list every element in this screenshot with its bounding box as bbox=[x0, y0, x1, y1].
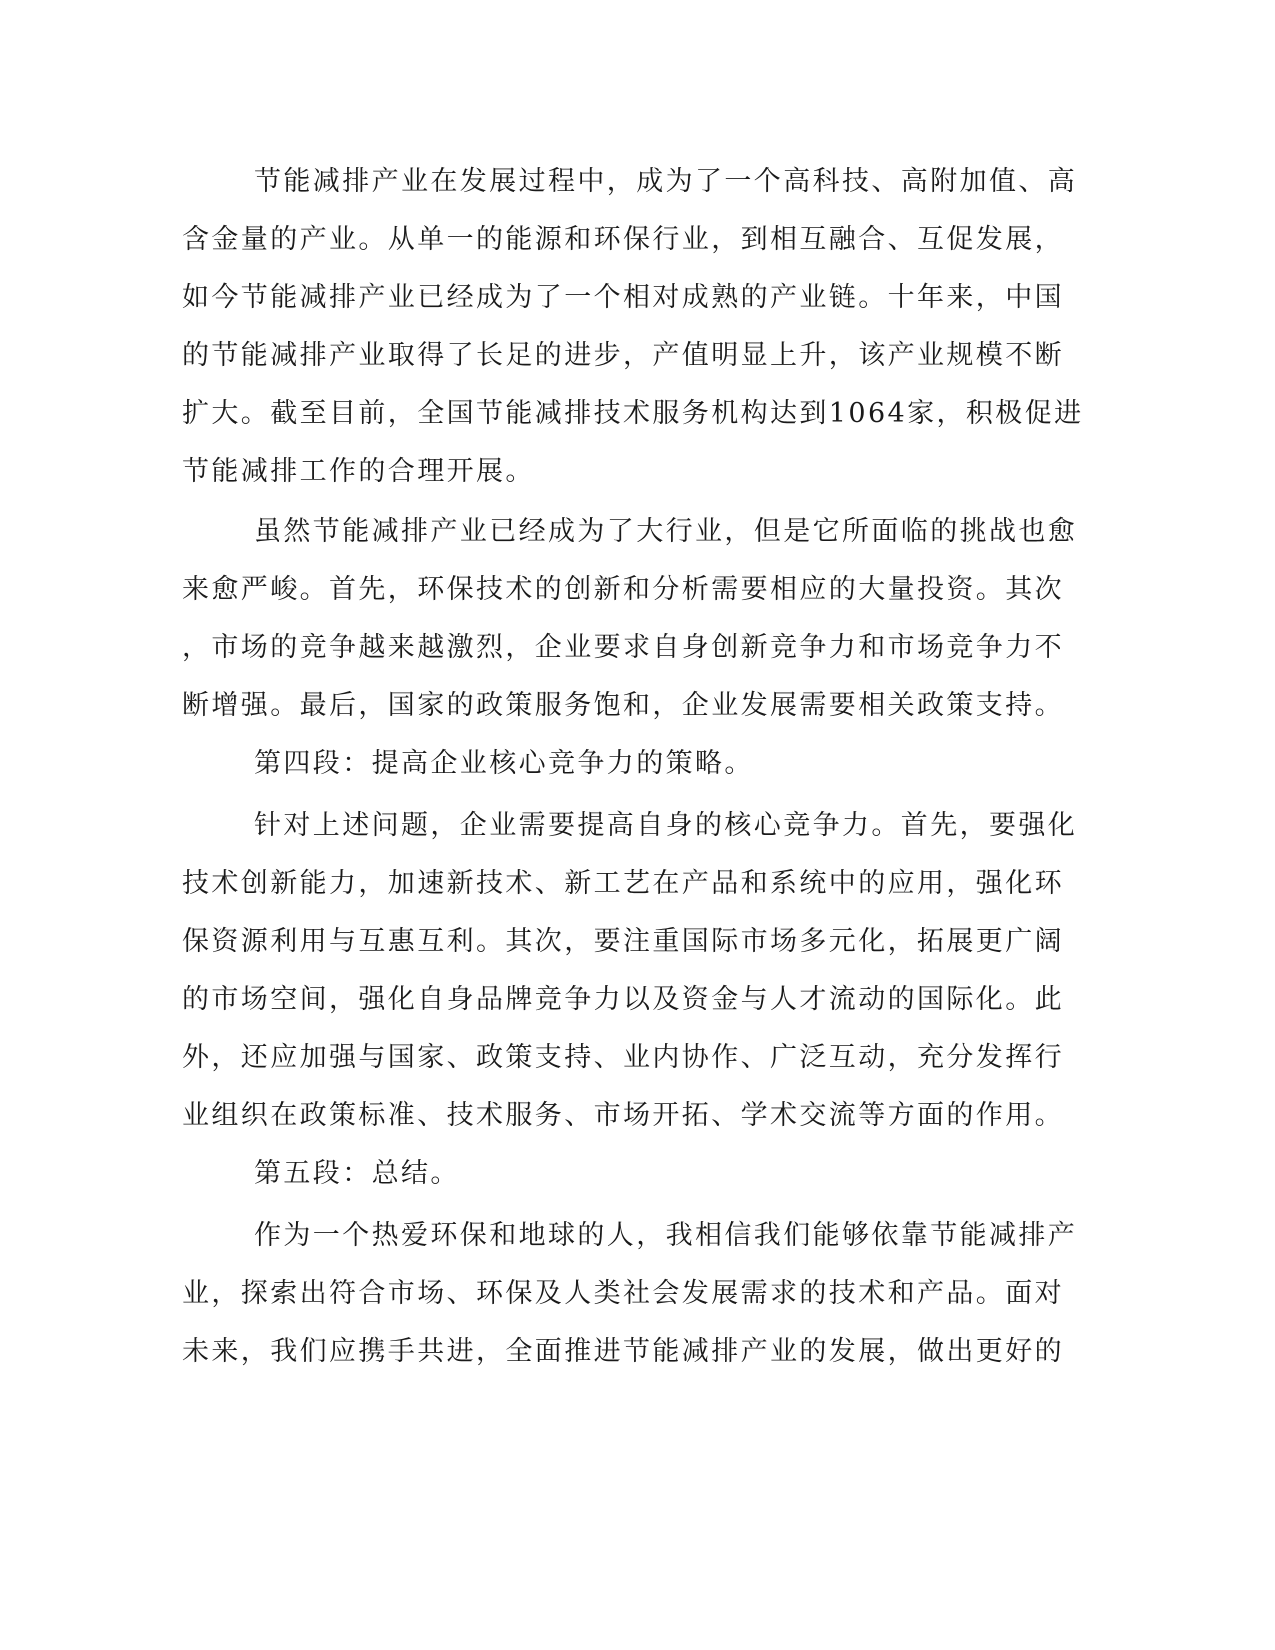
paragraph-1-line-4: 的节能减排产业取得了长足的进步，产值明显上升，该产业规模不断 bbox=[182, 340, 1064, 371]
paragraph-1-line-1: 节能减排产业在发展过程中，成为了一个高科技、高附加值、高 bbox=[254, 166, 1078, 197]
section-heading-5: 第五段：总结。 bbox=[254, 1158, 460, 1189]
paragraph-3-line-1: 针对上述问题，企业需要提高自身的核心竞争力。首先，要强化 bbox=[254, 810, 1078, 841]
paragraph-2-line-3: ，市场的竞争越来越激烈，企业要求自身创新竞争力和市场竞争力不 bbox=[182, 632, 1064, 663]
paragraph-2-line-4: 断增强。最后，国家的政策服务饱和，企业发展需要相关政策支持。 bbox=[182, 690, 1064, 721]
paragraph-4-line-1: 作为一个热爱环保和地球的人，我相信我们能够依靠节能减排产 bbox=[254, 1220, 1078, 1251]
paragraph-4-line-2: 业，探索出符合市场、环保及人类社会发展需求的技术和产品。面对 bbox=[182, 1278, 1064, 1309]
paragraph-1-line-3: 如今节能减排产业已经成为了一个相对成熟的产业链。十年来，中国 bbox=[182, 282, 1064, 313]
paragraph-3-line-5: 外，还应加强与国家、政策支持、业内协作、广泛互动，充分发挥行 bbox=[182, 1042, 1064, 1073]
paragraph-1-line-2: 含金量的产业。从单一的能源和环保行业，到相互融合、互促发展， bbox=[182, 224, 1064, 255]
paragraph-3-line-2: 技术创新能力，加速新技术、新工艺在产品和系统中的应用，强化环 bbox=[182, 868, 1064, 899]
paragraph-1-line-6: 节能减排工作的合理开展。 bbox=[182, 456, 535, 487]
paragraph-4-line-3: 未来，我们应携手共进，全面推进节能减排产业的发展，做出更好的 bbox=[182, 1336, 1064, 1367]
paragraph-2-line-2: 来愈严峻。首先，环保技术的创新和分析需要相应的大量投资。其次 bbox=[182, 574, 1064, 605]
paragraph-2-line-1: 虽然节能减排产业已经成为了大行业，但是它所面临的挑战也愈 bbox=[254, 516, 1078, 547]
section-heading-4: 第四段：提高企业核心竞争力的策略。 bbox=[254, 748, 754, 779]
paragraph-3-line-3: 保资源利用与互惠互利。其次，要注重国际市场多元化，拓展更广阔 bbox=[182, 926, 1064, 957]
paragraph-3-line-4: 的市场空间，强化自身品牌竞争力以及资金与人才流动的国际化。此 bbox=[182, 984, 1064, 1015]
paragraph-1-line-5: 扩大。截至目前，全国节能减排技术服务机构达到1064家，积极促进 bbox=[182, 398, 1084, 429]
paragraph-3-line-6: 业组织在政策标准、技术服务、市场开拓、学术交流等方面的作用。 bbox=[182, 1100, 1064, 1131]
